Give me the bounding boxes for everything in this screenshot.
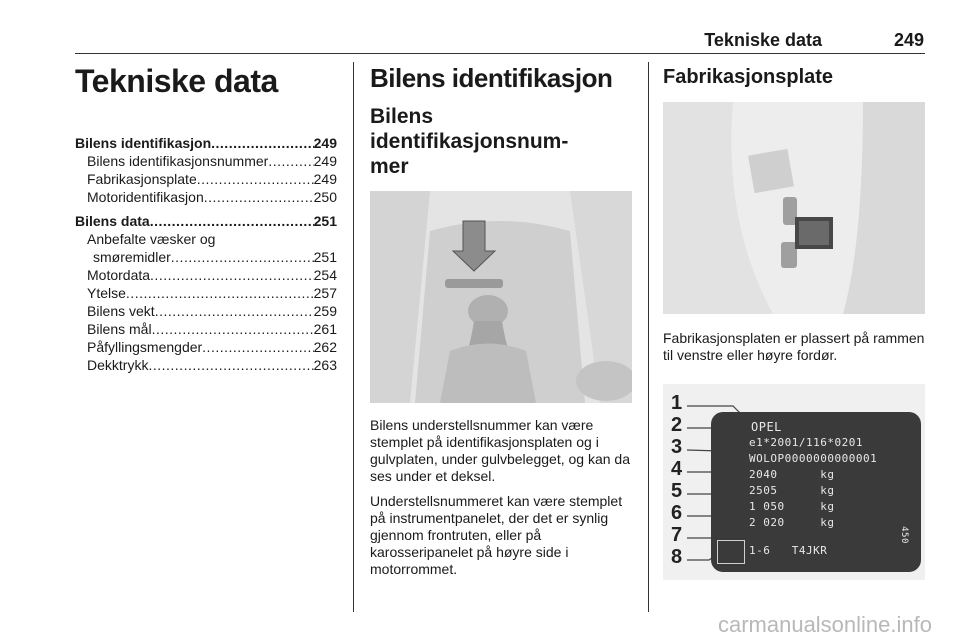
manufacturer-plate [711,412,921,572]
toc-entry[interactable] [75,302,337,320]
paragraph-plate-location: Fabrikasjonsplaten er plassert på rammen til venstre eller høyre fordør. [663,330,925,363]
section-title: Bilens identifikasjon [370,63,613,93]
chapter-title: Tekniske data [75,63,278,99]
toc-leader-dots [211,134,314,152]
toc-entry-page: 262 [313,339,337,355]
toc-entry-page: 250 [313,189,337,205]
callout-number: 8 [671,546,683,568]
callout-number: 3 [671,436,683,458]
page-number: 249 [893,30,924,50]
toc-entry-page: 249 [313,153,337,169]
toc-entry-label: smøremidler [93,249,171,265]
running-header-title: Tekniske data [704,30,822,50]
callout-number: 5 [671,480,683,502]
toc-entry-label: Bilens identifikasjon [75,135,212,151]
manufacturer-plate-column [663,62,927,580]
callout-number: 1 [671,392,683,414]
toc-entry-label: Dekktrykk [87,357,149,373]
toc-leader-dots [197,170,314,188]
toc-entry-label: Motordata [87,267,151,283]
toc-entry[interactable] [75,152,337,170]
subsection-title-line2: mer [370,155,409,178]
toc-entry-label: Motoridentifikasjon [87,189,204,205]
toc-entry[interactable] [75,188,337,206]
toc-entry-page: 261 [313,321,337,337]
toc-entry[interactable] [75,266,337,284]
paragraph-vin-alternative: Understellsnummeret kan være stemplet på instrumentpanelet, der det er synlig gjennom frontruten, eller på karosseripanelet på høyre side i motorrommet. [370,493,623,577]
toc-leader-dots [152,320,314,338]
door-frame-illustration [663,102,925,314]
toc-leader-dots [150,266,314,284]
header-rule [75,53,925,54]
toc-entry-page: 257 [313,285,337,301]
watermark: carmanualsonline.info [717,612,932,637]
column-divider-1 [353,62,354,612]
door-frame-figure [663,102,925,314]
toc-leader-dots [155,302,314,320]
toc-leader-dots [126,284,314,302]
toc-entry-label: Fabrikasjonsplate [87,171,197,187]
toc-entry[interactable] [75,248,337,266]
plate-line: 1 050 kg [749,500,835,513]
subsection-title-line1: Bilens identifikasjonsnum- [370,105,569,153]
toc-entry-page: 251 [313,249,337,265]
toc-entry-page: 254 [313,267,337,283]
toc-entry-label: Bilens data [75,213,150,229]
toc-leader-dots [171,248,314,266]
toc-entry-page: 259 [313,303,337,319]
toc-entry-page: 263 [313,357,337,373]
plate-line: 2040 kg [749,468,835,481]
plate-side-text: 450 [899,526,910,544]
toc-entry[interactable] [75,170,337,188]
gear-shift-figure [370,191,632,403]
toc-entry-label: Bilens identifikasjonsnummer [87,153,269,169]
toc-leader-dots [148,356,313,374]
toc-entry-page: 249 [313,171,337,187]
plate-line: e1*2001/116*0201 [749,436,863,449]
plate-line: 2 020 kg [749,516,835,529]
toc-entry[interactable] [75,338,337,356]
toc-entry-page: 249 [313,135,337,151]
toc-entry[interactable] [75,356,337,374]
callout-number: 6 [671,502,683,524]
toc-entry-label: Bilens mål [87,321,152,337]
toc-entry-label: Anbefalte væsker og [87,231,216,247]
callout-number: 7 [671,524,683,546]
toc-column [75,62,337,374]
callout-number: 4 [671,458,683,480]
column-divider-2 [648,62,649,612]
toc-entry[interactable] [75,134,337,152]
toc-leader-dots [202,338,313,356]
toc-entry[interactable] [75,230,337,248]
toc-entry[interactable] [75,212,337,230]
subsection-title [370,104,634,179]
callout-number: 2 [671,414,683,436]
paragraph-vin-location: Bilens understellsnummer kan være stemplet på identifikasjonsplaten og i gulvplaten, under gulvbelegget, og kan da ses under et deksel. [370,417,630,484]
toc-entry-label: Bilens vekt [87,303,155,319]
toc-leader-dots [204,188,314,206]
toc-leader-dots [268,152,313,170]
toc-entry-page: 251 [313,213,337,229]
toc-leader-dots [150,212,314,230]
plate-stamp-box [717,540,745,564]
vehicle-identification-column [370,62,634,578]
plate-line: WOLOP0000000000001 [749,452,878,465]
toc-entry[interactable] [75,320,337,338]
toc-entry[interactable] [75,284,337,302]
plate-line: 1-6 T4JKR [749,544,828,557]
plate-figure [663,384,925,580]
toc-entry-label: Påfyllingsmengder [87,339,203,355]
section-title-plate: Fabrikasjonsplate [663,66,834,88]
table-of-contents [75,134,337,374]
plate-line: OPEL [751,420,782,434]
plate-line: 2505 kg [749,484,835,497]
gear-shift-illustration [370,191,632,403]
toc-entry-label: Ytelse [87,285,126,301]
